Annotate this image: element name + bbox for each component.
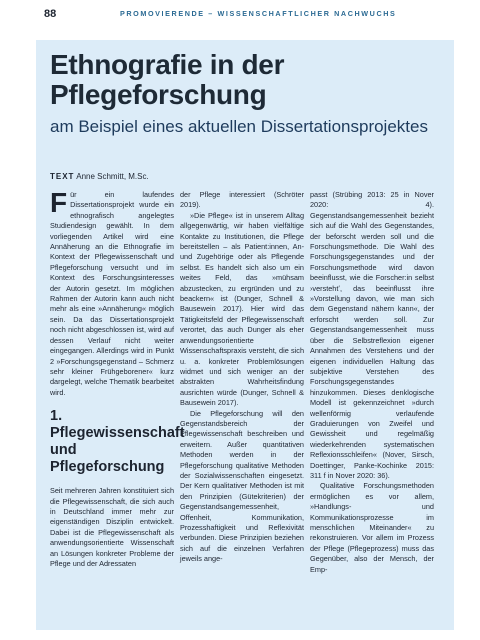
text-column-2 [180,190,304,565]
byline [50,172,149,181]
running-head [44,8,452,24]
text-column-1 [50,187,185,569]
section-label: PROMOVIERENDE – WISSENSCHAFTLICHER NACHWUCHS [120,9,397,18]
intro-text: ür ein laufendes Dissertationsprojekt wurde ein ethnografisch angelegtes Studiendesign gewählt. In dem vorliegenden Artikel wird eine Annäherung an die Ethnografie im Kontext der Pflegewissenschaft und Pflegeforschung versucht und im Kontext des Forschungsinteresses der Autorin gesetzt. Im möglichen Rahmen der Autorin kann auch nicht mehr als eine »Annäherung« möglich sein. Da das Dissertationsprojekt noch nicht abgeschlossen ist, wird auf dessen Verlauf nicht weiter eingegangen. Allerdings wird in Punkt 2 »Forschungsgegenstand – Schmerz sehr kleiner Frühgeborener« kurz dargelegt, welche Thematik bearbeitet wird. [50,190,174,397]
section-heading: 1. Pflegewissenschaft und Pflegeforschung [50,408,185,476]
body-paragraph: Die Pflegeforschung will den Gegenstandsbereich der Pflegewissenschaft beschreiben und erweitern. Außer quantitativen Methoden werden in der Pflegeforschung qualitative Methoden der Sozialwissenschaften eingesetzt. Der Kern qualitativer Methoden ist mit den Prinzipien (Gütekriterien) der Gegenstandsangemessenheit, Offenheit, Kommunikation, Prozesshaftigkeit und Reflexivität verbunden. Diese Prinzipien beziehen sich auf die einzelnen Verfahren jeweils ange- [180,408,304,564]
page-number: 88 [44,8,57,20]
author-name: Anne Schmitt, M.Sc. [76,172,149,181]
body-paragraph: Seit mehreren Jahren konstituiert sich die Pflegewissenschaft, die sich auch in Deutschland immer mehr zur eigenständigen Disziplin entwickelt. Dabei ist die Pflegewissenschaft als anwendungsorientierte Wissenschaft an Lösungen konkreter Probleme der Pflege und der Adressaten [50,486,174,568]
intro-paragraph [50,187,174,398]
body-paragraph: »Die Pflege« ist in unserem Alltag allgegenwärtig, wir haben vielfältige Kontakte zu Institutionen, die Pflege bereitstellen – als Patient:innen, An- und Zugehörige oder als Pflegende selbst. Es handelt sich also um ein weites Feld, das »mühsam abzustecken, zu ergründen und zu beackern« ist (Dunger, Schnell & Bausewein 2017). Hier wird das Tätigkeitsfeld der Pflegewissenschaft verortet, das auch Dunger als eher anwendungsorientierte Wissenschaftspraxis versteht, die sich u. a. konkreter Problemlösungen widmet und sich weniger an der abstrakten Wahrheitsfindung ausrichten würde (Dunger, Schnell & Bausewein 2017). [180,210,304,408]
drop-cap: F [50,187,68,218]
body-paragraph: der Pflege interessiert (Schröter 2019). [180,190,304,210]
article-panel [36,40,454,630]
article-title: Ethnografie in der Pflegeforschung [50,49,285,110]
article-subtitle: am Beispiel eines aktuellen Dissertationsprojektes [50,117,428,136]
body-paragraph: Qualitative Forschungsmethoden ermöglichen es vor allem, »Handlungs- und Kommunikationsprozesse im menschlichen Miteinander« zu rekonstruieren. Vor allem im Prozess der Pflege (Pflegeprozess) muss das Gegenüber, also der Mensch, der Emp- [310,481,434,574]
body-paragraph: passt (Strübing 2013: 25 in Nover 2020: 4). Gegenstandsangemessenheit bezieht sich auf die Wahl des Gegenstandes, der beforscht werden soll und die Forschungsmethode. Die Wahl des Forschungsgegenstandes und der Forschungsmethode wird davon beeinflusst, wie die Forscher:in selbst ›verstehtʻ, das beeinflusst ihre »Vorstellung davon, wie man sich dem Gegenstand nähern kann«, der erforscht werden soll. Zur Gegenstandsangemessenheit muss über die Selbstreflexion eigener Annahmen des Verstehens und der eigenen individuellen Haltung das subjektive Verstehen des Forschungsgegenstandes hinzukommen. Dieses denklogische Modell ist gekennzeichnet »durch wellenförmig verlaufende Graduierungen von Zweifel und Gewissheit und regelmäßig wiederkehrenden systematischen Reflexionsschleifen« (Nover, Sirsch, Doettinger, Panke-Kochinke 2015: 311 f in Nover 2020: 36). [310,190,434,480]
byline-label: TEXT [50,172,75,181]
text-column-3 [310,190,434,575]
